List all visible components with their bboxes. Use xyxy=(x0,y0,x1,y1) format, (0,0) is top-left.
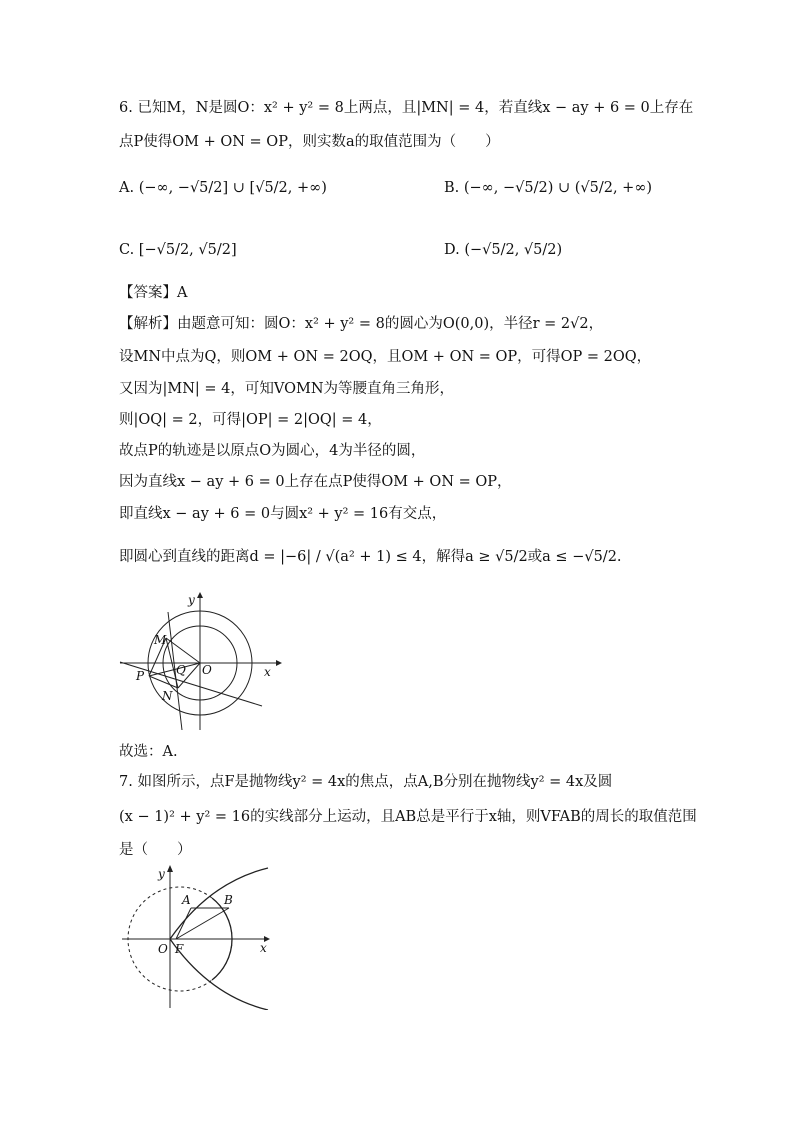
label-p: P xyxy=(136,669,145,683)
label-y: y xyxy=(188,593,195,607)
q6-analysis-line-6: 因为直线x − ay + 6 = 0上存在点P使得OM + ON = OP， xyxy=(119,474,512,490)
q6-stem-line-1: 6. 已知M，N是圆O：x² + y² = 8上两点，且|MN| = 4，若直线x − ay + 6 = 0上存在 xyxy=(119,100,694,116)
y-axis-arrow xyxy=(167,865,173,872)
q6-analysis-line-2: 设MN中点为Q，则OM + ON = 2OQ，且OM + ON = OP，可得OP = 2OQ， xyxy=(119,349,652,365)
label-b: B xyxy=(224,893,233,907)
label-o: O xyxy=(202,663,212,677)
label-y: y xyxy=(158,867,165,881)
q7-stem-line-2: (x − 1)² + y² = 16的实线部分上运动，且AB总是平行于x轴，则VFAB的周长的取值范围 xyxy=(119,809,697,825)
q6-analysis-line-3: 又因为|MN| = 4，可知VOMN为等腰直角三角形， xyxy=(119,381,455,397)
q7-stem-line-3: 是（ ） xyxy=(119,842,192,858)
q6-option-c: C. [−√5/2, √5/2] xyxy=(119,242,237,258)
q6-option-b: B. (−∞, −√5/2) ∪ (√5/2, +∞) xyxy=(444,180,653,196)
q6-answer: 【答案】A xyxy=(119,285,188,301)
label-x: x xyxy=(260,941,267,955)
q6-option-a: A. (−∞, −√5/2] ∪ [√5/2, +∞) xyxy=(119,180,327,196)
label-m: M xyxy=(154,633,167,647)
label-f: F xyxy=(175,942,184,956)
q6-circle-figure xyxy=(116,590,286,735)
q6-choice: 故选：A. xyxy=(119,744,178,760)
q6-option-d: D. (−√5/2, √5/2) xyxy=(444,242,563,258)
label-o: O xyxy=(158,942,168,956)
label-n: N xyxy=(162,689,173,703)
q6-analysis-line-1: 【解析】由题意可知：圆O：x² + y² = 8的圆心为O(0,0)，半径r = 2√2， xyxy=(119,316,604,332)
q7-stem-line-1: 7. 如图所示，点F是抛物线y² = 4x的焦点，点A,B分别在抛物线y² = 4x及圆 xyxy=(119,774,613,790)
q6-analysis-line-7: 即直线x − ay + 6 = 0与圆x² + y² = 16有交点， xyxy=(119,506,447,522)
label-a: A xyxy=(182,893,191,907)
q6-analysis-line-5: 故点P的轨迹是以原点O为圆心，4为半径的圆， xyxy=(119,443,426,459)
label-q: Q xyxy=(176,663,186,677)
q6-analysis-line-4: 则|OQ| = 2，可得|OP| = 2|OQ| = 4， xyxy=(119,412,382,428)
q7-parabola-figure xyxy=(118,860,278,1010)
q6-stem-line-2: 点P使得OM + ON = OP，则实数a的取值范围为（ ） xyxy=(119,134,500,150)
y-axis-arrow xyxy=(197,592,203,598)
x-axis-arrow xyxy=(276,660,282,666)
label-x: x xyxy=(264,665,271,679)
q6-analysis-line-8: 即圆心到直线的距离d = |−6| / √(a² + 1) ≤ 4，解得a ≥ √5/2或a ≤ −√5/2. xyxy=(119,549,622,565)
